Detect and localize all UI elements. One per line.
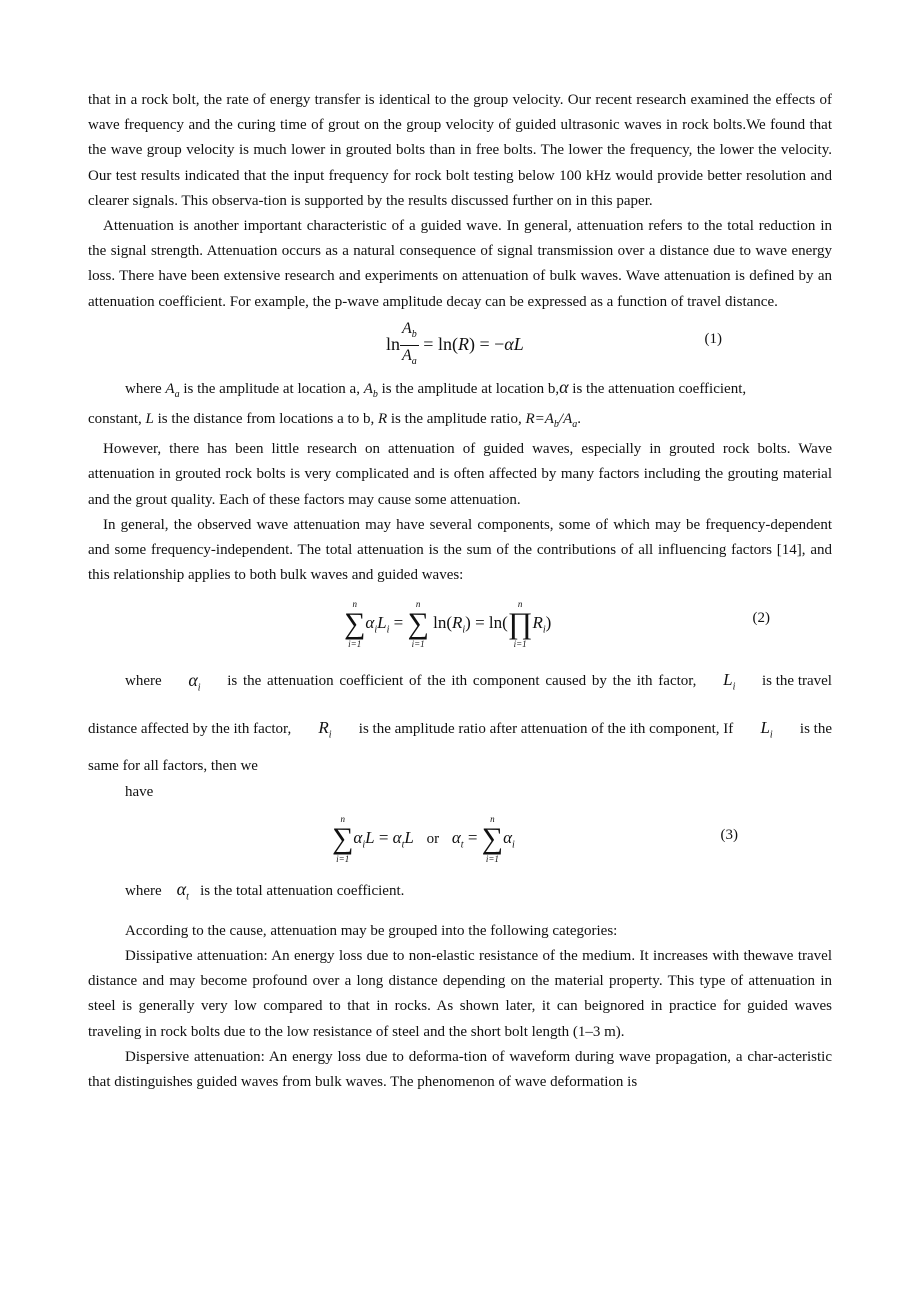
paragraph-group-velocity: that in a rock bolt, the rate of energy transfer is identical to the group velocity. Our recent research examined the effects of wave frequency and the curing time of grout on the group velocity of guided ultrasonic waves in rock bolts.We found that the wave group velocity is much lower in grouted bolts than in free bolts. The lower the frequency, the lower the velocity. Our test results indicated that the input frequency for rock bolt testing below 100 kHz would provide better resolution and clearer signals. This observa-tion is supported by the results discussed further on in this paper. <box>88 92 832 209</box>
where-block-1-cont: constant, L is the distance from locations a to b, R is the amplitude ratio, $R=A_b/A_a$. <box>88 411 581 431</box>
paragraph-guided-attenuation: However, there has been little research on attenuation of guided waves, especially in grouted rock bolts. Wave attenuation in grouted rock bolts is very complicated and is often affected by many factors including the grouting material and the grout quality. Each of these factors may cause some attenuation. <box>88 441 832 508</box>
where-block-2-line2: distance affected by the ith factor, $R_i$ is the amplitude ratio after attenuation of the ith component, If $L_i$ is the <box>88 718 832 741</box>
equation-3-number: (3) <box>720 826 738 843</box>
equation-3-body: n ∑ i=1 $\alpha_iL = \alpha_tL$ or $\alpha_t$ = n ∑ i=1 $\alpha_i$ <box>332 813 515 864</box>
paragraph-attenuation-intro: Attenuation is another important characteristic of a guided wave. In general, attenuation refers to the total reduction in the signal strength. Attenuation occurs as a natural consequence of signal transmission over a distance due to wave energy loss. There have been extensive research and experiments on attenuation of bulk waves. Wave attenuation is defined by an attenuation coefficient. For example, the p-wave amplitude decay can be expressed as a function of travel distance. <box>88 218 832 310</box>
paragraph-dispersive: Dispersive attenuation: An energy loss due to deforma-tion of waveform during wave propagation, a char-acteristic that distinguishes guided waves from bulk waves. The phenomenon of wave deformation is <box>88 1048 832 1091</box>
where-block-2-line1: where $\alpha_i$ is the attenuation coefficient of the ith component caused by the ith factor, $L_i$ is the travel <box>125 669 832 694</box>
paper-page <box>88 88 832 1095</box>
L-i-symbol: $L_i$ <box>723 670 736 693</box>
where-block-3: where $\alpha_t$ is the total attenuation coefficient. <box>125 878 405 903</box>
L-t-symbol: $L_i$ <box>760 718 773 741</box>
paragraph-categories: According to the cause, attenuation may be grouped into the following categories: <box>125 922 618 939</box>
equation-2-number: (2) <box>752 610 770 627</box>
where-block-2-line3: same for all factors, then we <box>88 758 258 775</box>
equation-1-body: ln $\frac{A_b}{A_a}$ = ln(R) = −αL <box>386 319 524 368</box>
equation-3 <box>88 805 832 875</box>
where-block-2-line4: have <box>125 783 154 800</box>
paragraph-dissipative: Dissipative attenuation: An energy loss due to non-elastic resistance of the medium. It increases with thewave travel distance and may become profound over a long distance depending on the material property. This type of attenuation in steel is generally very low compared to that in rocks. As shown later, it can beignored in practice for guided waves traveling in rock bolts due to the low resistance of steel and the short bolt length (1–3 m). <box>88 948 832 1040</box>
where-block-1: where $A_a$ is the amplitude at location a, $A_b$ is the amplitude at location b,α is the attenuation coefficient, <box>125 376 747 400</box>
paragraph-components: In general, the observed wave attenuation may have several components, some of which may be frequency-dependent and some frequency-independent. The total attenuation is the sum of the contributions of all influencing factors [14], and this relationship applies to both bulk waves and guided waves: <box>88 516 832 584</box>
alpha-i-symbol: $\alpha_i$ <box>188 669 201 694</box>
R-i-symbol: $R_i$ <box>318 718 332 741</box>
equation-2 <box>88 588 832 654</box>
equation-2-body: n ∑ i=1 $\alpha_iL_i$ = n ∑ i=1 $\ln(R_i) = \ln$( n ∏ i=1 $R_i$) <box>344 599 552 650</box>
equation-1-number: (1) <box>704 330 722 347</box>
equation-1 <box>88 315 832 375</box>
